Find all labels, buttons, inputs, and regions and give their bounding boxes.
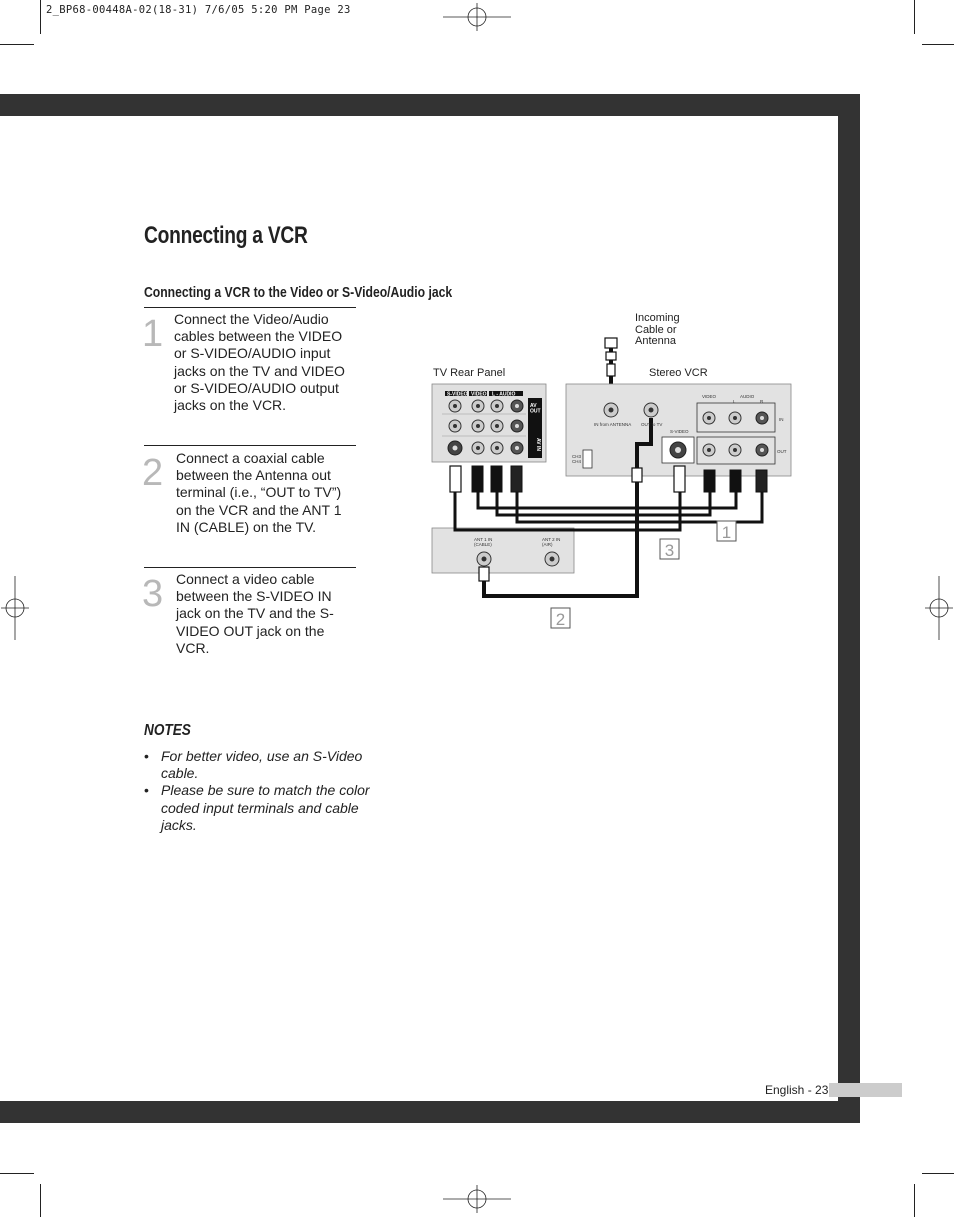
callout-boxes (551, 521, 736, 628)
vcr-video-label: VIDEO (702, 394, 717, 399)
vcr-out-label: OUT (777, 449, 787, 454)
vcr-l-label: L (733, 399, 736, 404)
callout-3: 3 (664, 541, 675, 560)
vcr-ch-label: CH3 CH4 (572, 454, 582, 464)
vcr-out-to-tv-label: OUT to TV (641, 422, 663, 427)
tv-svideo-label: S-VIDEO (447, 391, 468, 398)
tv-rear-panel-label: TV Rear Panel (433, 367, 506, 379)
note-item: • For better video, use an S-Video cable. (144, 748, 379, 782)
note-item: • Please be sure to match the color coded input terminals and cable jacks. (144, 782, 379, 834)
vcr-in-label: IN (779, 417, 784, 422)
vcr-audio-label: AUDIO (740, 394, 755, 399)
page-title: Connecting a VCR (144, 222, 308, 249)
vcr-in-antenna-label: IN from ANTENNA (594, 422, 632, 427)
step-number: 3 (142, 573, 164, 615)
tv-antenna-panel (432, 528, 574, 573)
step-number: 2 (142, 452, 164, 494)
vcr-r-label: R (760, 399, 764, 404)
incoming-antenna-label: Incoming Cable or Antenna (635, 312, 680, 347)
step-text: Connect the Video/Audio cables between the VIDEO or S-VIDEO/AUDIO input jacks on the TV and VIDEO or S-VIDEO/AUDIO output jacks on the VCR. (174, 311, 345, 414)
step-text: Connect a video cable between the S-VIDEO IN jack on the TV and the S-VIDEO OUT jack on the VCR. (176, 571, 334, 656)
callout-2: 2 (555, 610, 566, 629)
step-number: 1 (142, 313, 164, 355)
notes-heading: NOTES (144, 722, 191, 739)
tv-ant2-label: ANT 2 IN (AIR) (542, 537, 561, 547)
tv-ant1-label: ANT 1 IN (CABLE) (474, 537, 493, 547)
printer-slug: 2_BP68-00448A-02(18-31) 7/6/05 5:20 PM Page 23 (46, 4, 351, 16)
callout-1: 1 (721, 523, 732, 542)
vcr-svideo-label: S-VIDEO (670, 429, 689, 434)
tv-audio-label: L - AUDIO (492, 391, 516, 398)
tv-video-label: VIDEO (471, 391, 487, 398)
registration-marks (1, 3, 953, 1213)
step-text: Connect a coaxial cable between the Antenna out terminal (i.e., “OUT to TV”) on the VCR and the ANT 1 IN (CABLE) on the TV. (176, 450, 342, 535)
tv-av-in-label: AV IN (535, 438, 541, 451)
tv-av-out-label: AV OUT (530, 403, 541, 415)
stereo-vcr-label: Stereo VCR (649, 367, 708, 379)
page-footer: English - 23 (765, 1083, 829, 1097)
section-subtitle: Connecting a VCR to the Video or S-Video/Audio jack (144, 285, 453, 301)
